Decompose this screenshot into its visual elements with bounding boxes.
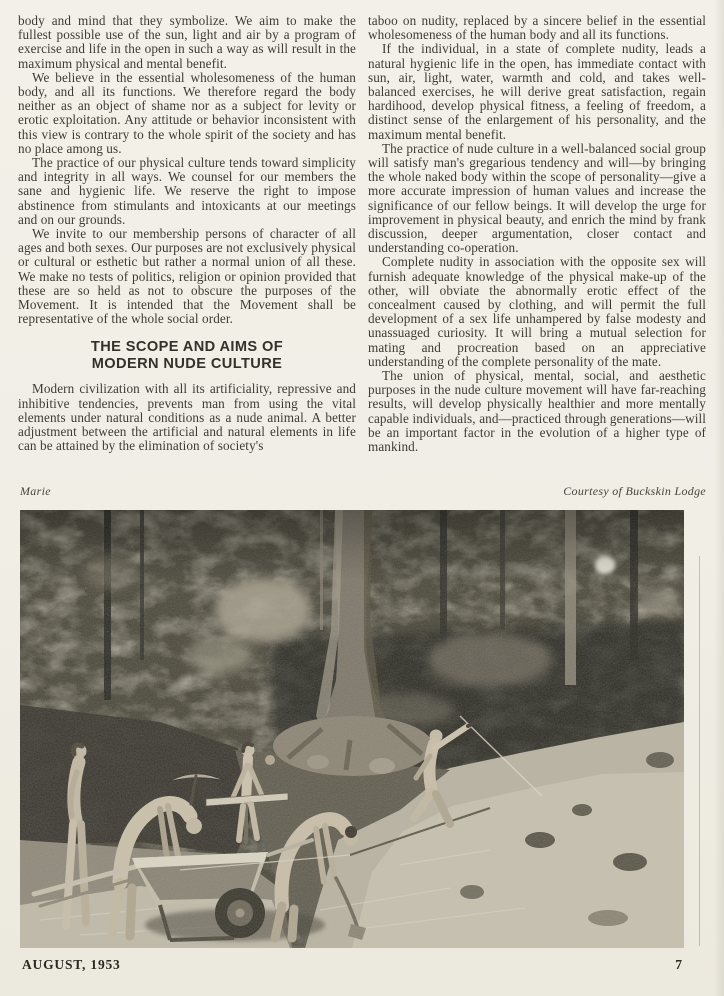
heading-line-2: MODERN NUDE CULTURE (91, 356, 283, 373)
body-paragraph: The practice of nude culture in a well-balanced social group will satisfy man's gregarious tendency and will—by bringing the whole naked body within the scope of personality—give a more accurate impression of human values and increase the significance of our fellow beings. It will develop the urge for improvement in physical beauty, and enrich the mind by frank discussion, deeper argumentation, closer contact and understanding co-operation. (368, 140, 706, 256)
body-paragraph: If the individual, in a state of complete nudity, leads a natural hygienic life in the open, has immediate contact with sun, air, light, water, warmth and cold, and takes well-balanced exercises, he will derive great satisfaction, regain hardihood, develop physical fitness, a feeling of freedom, a distinct sense of the enlargement of his personality, and the maximum mental benefit. (368, 41, 706, 142)
article-left-column (18, 14, 356, 453)
footer-page-number: 7 (675, 957, 682, 972)
body-paragraph: taboo on nudity, replaced by a sincere belief in the essential wholesomeness of the human body and all its functions. (368, 13, 706, 43)
photo-illustration (20, 510, 684, 948)
photo-vignette (20, 510, 684, 580)
photo-credit-left: Marie (20, 484, 51, 498)
body-paragraph: Modern civilization with all its artificiality, repressive and inhibitive tendencies, prevents man from using the vital elements under natural conditions as a nude animal. A better adjustment between the artificial and natural elements in life can be attained by the elimination of society's (18, 381, 356, 454)
scan-artifact-line (699, 556, 700, 946)
hillside-work-photo (20, 510, 684, 948)
photo-credit-right: Courtesy of Buckskin Lodge (563, 484, 706, 498)
body-paragraph: The practice of our physical culture tends toward simplicity and integrity in all ways. We counsel for our members the sane and hygienic life. We reserve the right to impose abstinence from stimulants and intoxicants at our meetings and on our grounds. (18, 155, 356, 227)
body-paragraph: The union of physical, mental, social, and aesthetic purposes in the nude culture movement will have far-reaching results, will develop physically healthier and more mentally capable individuals, and—practiced through generations—will be an important factor in the evolution of a higher type of mankind. (368, 368, 706, 455)
body-paragraph: We believe in the essential wholesomeness of the human body, and all its functions. We therefore regard the body neither as an object of shame nor as a subject for levity or erotic exploitation. Any attitude or behavior inconsistent with this view is contrary to the whole spirit of the society and has no place among us. (18, 69, 356, 156)
section-heading (18, 339, 356, 373)
footer-issue-date: AUGUST, 1953 (22, 957, 121, 972)
body-paragraph: Complete nudity in association with the opposite sex will furnish adequate knowledge of the physical make-up of the other, will obviate the abnormally erotic effect of the concealment caused by clothing, and will permit the full development of a sex life unhampered by false modesty and unassuaged curiosity. It will bring a mutual selection for mating and procreation based on an appreciative understanding of the complete personality of the mate. (368, 254, 706, 369)
heading-line-1: THE SCOPE AND AIMS OF (90, 339, 284, 356)
article-right-column (368, 14, 706, 454)
body-paragraph: We invite to our membership persons of character of all ages and both sexes. Our purposes are not exclusively physical or cultural or esthetic but rather a normal union of all these. We make no tests of politics, religion or opinion provided that these are so held as not to obscure the purposes of the Movement. It is intended that the Movement shall be representative of the whole social order. (18, 226, 356, 327)
body-paragraph: body and mind that they symbolize. We aim to make the fullest possible use of the sun, light and air by a program of exercise and life in the open in such a way as will result in the maximum physical and mental benefit. (18, 13, 356, 71)
